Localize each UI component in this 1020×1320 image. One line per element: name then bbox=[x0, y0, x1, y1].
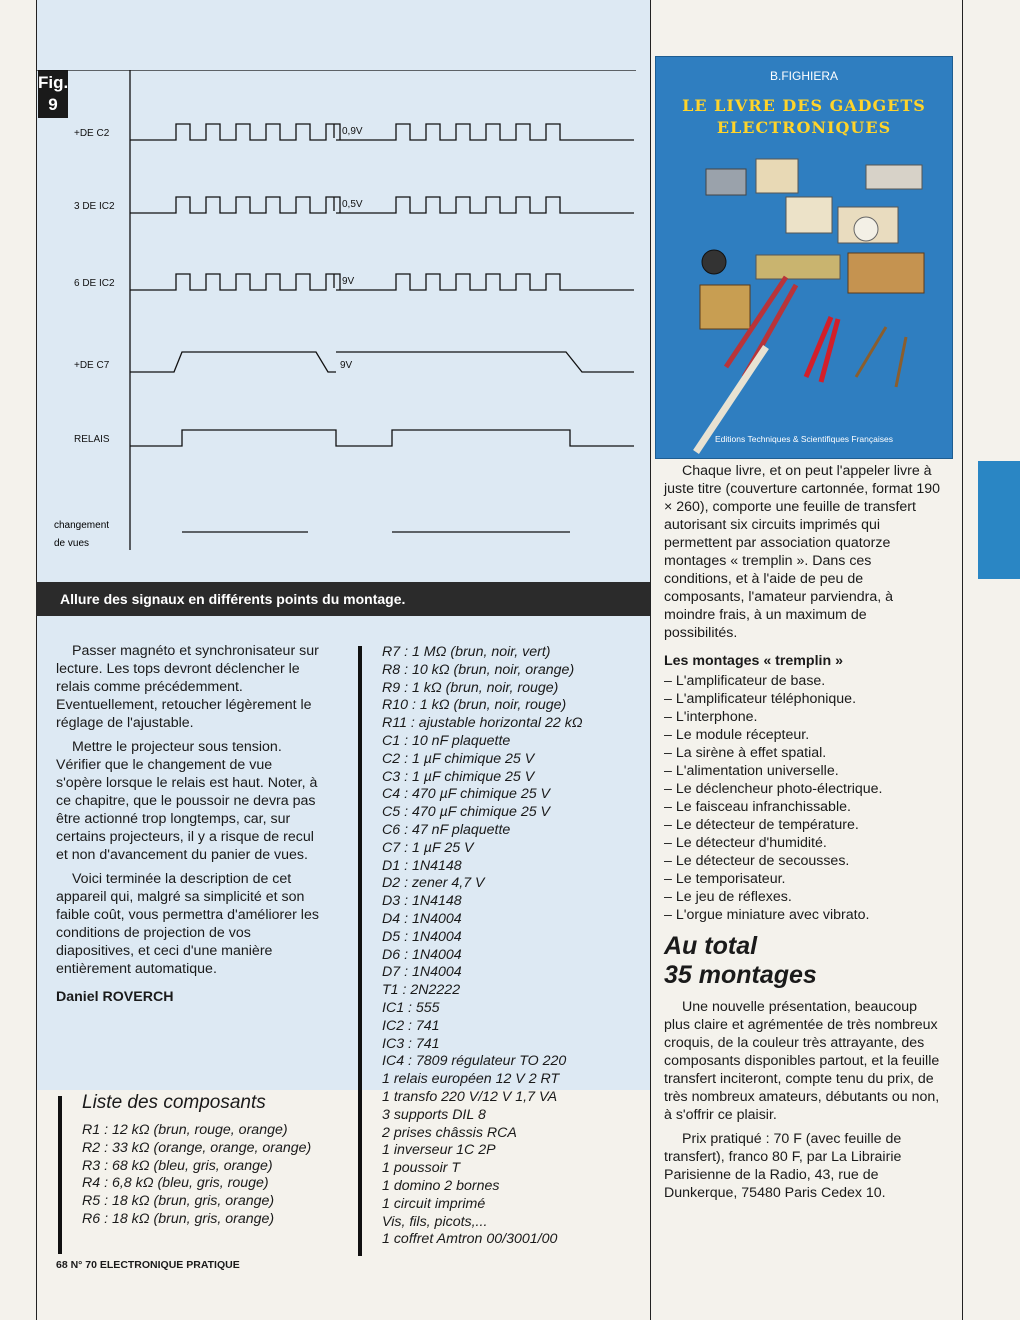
waveform bbox=[130, 352, 336, 372]
component-item: 1 domino 2 bornes bbox=[382, 1177, 500, 1194]
waveform bbox=[130, 197, 634, 213]
montage-item: – Le temporisateur. bbox=[664, 870, 942, 888]
component-item: T1 : 2N2222 bbox=[382, 982, 461, 999]
component-item: IC1 : 555 bbox=[382, 999, 440, 1016]
component-item: D4 : 1N4004 bbox=[382, 910, 462, 927]
component-item: C1 : 10 nF plaquette bbox=[382, 732, 511, 749]
cover-publisher: Editions Techniques & Scientifiques Françaises bbox=[715, 434, 893, 444]
waveform bbox=[130, 430, 634, 446]
headline: Au total 35 montages bbox=[664, 932, 817, 989]
component-item: R3 : 68 kΩ (bleu, gris, orange) bbox=[82, 1157, 273, 1174]
figure-caption: Allure des signaux en différents points du montage. bbox=[36, 582, 650, 616]
list-bar bbox=[358, 646, 362, 1256]
page-edge bbox=[962, 0, 963, 1320]
component-item: 2 prises châssis RCA bbox=[382, 1124, 517, 1141]
component-item: D2 : zener 4,7 V bbox=[382, 875, 485, 892]
montage-item: – Le module récepteur. bbox=[664, 726, 942, 744]
waveform bbox=[336, 352, 634, 372]
component-item: C7 : 1 µF 25 V bbox=[382, 839, 474, 856]
component-item: C2 : 1 µF chimique 25 V bbox=[382, 750, 535, 767]
component-item: R2 : 33 kΩ (orange, orange, orange) bbox=[82, 1139, 312, 1156]
author: Daniel ROVERCH bbox=[56, 989, 174, 1005]
signal-value: 0,5V bbox=[342, 199, 363, 210]
change-label-1: changement bbox=[54, 520, 110, 531]
cover-author: B.FIGHIERA bbox=[769, 69, 838, 83]
ad-text-column bbox=[664, 462, 942, 1202]
ad-intro: Chaque livre, et on peut l'appeler livre à juste titre (couverture cartonnée, format 190 × 260), comporte une feuille de transfert autorisant six circuits imprimés qui permettent par association quatorze montages « tremplin ». Dans ces conditions, et à l'aide de peu de composants, l'amateur parviendra, à moindre frais, à un maximum de possibilités. bbox=[664, 463, 941, 641]
component-item: 1 transfo 220 V/12 V 1,7 VA bbox=[382, 1088, 558, 1105]
component-item: R4 : 6,8 kΩ (bleu, gris, rouge) bbox=[82, 1175, 269, 1192]
component-item: R1 : 12 kΩ (brun, rouge, orange) bbox=[82, 1122, 288, 1138]
montage-item: – La sirène à effet spatial. bbox=[664, 744, 942, 762]
signal-label: +DE C2 bbox=[74, 128, 110, 139]
montage-list bbox=[664, 672, 942, 924]
paragraph: Mettre le projecteur sous tension. Vérifier que le changement de vue s'opère lorsque le relais est haut. Noter, à ce chapitre, que le poussoir ne devra pas être actionné trop longtemps, car, sur certains projecteurs, il y a risque de recul et non d'avancement du panier de vues. bbox=[56, 739, 318, 863]
waveform bbox=[130, 124, 634, 140]
component-item: D6 : 1N4004 bbox=[382, 946, 462, 963]
signal-value: 0,9V bbox=[342, 126, 363, 137]
components-photo bbox=[656, 57, 953, 459]
component-item: D3 : 1N4148 bbox=[382, 893, 462, 910]
list-title: Les montages « tremplin » bbox=[664, 653, 843, 669]
component-item: R8 : 10 kΩ (brun, noir, orange) bbox=[382, 661, 575, 678]
signal-label: 6 DE IC2 bbox=[74, 278, 115, 289]
montage-item: – L'orgue miniature avec vibrato. bbox=[664, 906, 942, 924]
component-item: R7 : 1 MΩ (brun, noir, vert) bbox=[382, 644, 551, 660]
component-list bbox=[56, 1092, 336, 1229]
column-divider bbox=[650, 0, 651, 1320]
ad-price: Prix pratiqué : 70 F (avec feuille de transfert), franco 80 F, par La Librairie Parisienne de la Radio, 43, rue de Dunkerque, 75480 Paris Cedex 10. bbox=[664, 1131, 902, 1201]
montage-item: – Le détecteur de température. bbox=[664, 816, 942, 834]
component-item: C4 : 470 µF chimique 25 V bbox=[382, 786, 551, 803]
montage-item: – Le détecteur d'humidité. bbox=[664, 834, 942, 852]
waveform bbox=[130, 274, 634, 290]
book-cover bbox=[655, 56, 953, 459]
signal-value: 9V bbox=[342, 276, 355, 287]
article-column bbox=[56, 642, 321, 1012]
component-item: IC3 : 741 bbox=[382, 1035, 440, 1052]
component-item: IC4 : 7809 régulateur TO 220 bbox=[382, 1053, 567, 1070]
montage-item: – Le déclencheur photo-électrique. bbox=[664, 780, 942, 798]
component-item: C6 : 47 nF plaquette bbox=[382, 821, 511, 838]
montage-item: – L'amplificateur de base. bbox=[664, 672, 942, 690]
component-item: C3 : 1 µF chimique 25 V bbox=[382, 768, 535, 785]
montage-item: – L'alimentation universelle. bbox=[664, 762, 942, 780]
component-item: Vis, fils, picots,... bbox=[382, 1213, 488, 1230]
montage-item: – Le faisceau infranchissable. bbox=[664, 798, 942, 816]
component-item: 1 poussoir T bbox=[382, 1160, 461, 1177]
paragraph: Passer magnéto et synchronisateur sur lecture. Les tops devront déclencher le relais comme précédemment. Eventuellement, retoucher légèrement le réglage de l'ajustable. bbox=[56, 643, 319, 731]
signal-label: RELAIS bbox=[74, 434, 110, 445]
component-item: 3 supports DIL 8 bbox=[382, 1106, 486, 1123]
signal-label: +DE C7 bbox=[74, 360, 110, 371]
component-item: D1 : 1N4148 bbox=[382, 857, 462, 874]
paragraph: Voici terminée la description de cet appareil qui, malgré sa simplicité et son faible coût, vous permettra d'améliorer les conditions de projection de vos diapositives, et ceci d'une manière entièrement automatique. bbox=[56, 871, 319, 977]
montage-item: – L'amplificateur téléphonique. bbox=[664, 690, 942, 708]
component-item: 1 coffret Amtron 00/3001/00 bbox=[382, 1231, 558, 1248]
component-item: IC2 : 741 bbox=[382, 1017, 440, 1034]
component-item: D7 : 1N4004 bbox=[382, 964, 462, 981]
component-item: 1 circuit imprimé bbox=[382, 1195, 486, 1212]
page-footer: 68 N° 70 ELECTRONIQUE PRATIQUE bbox=[56, 1259, 240, 1271]
cover-title: LE LIVRE DES GADGETS ELECTRONIQUES bbox=[682, 96, 926, 137]
ad-body: Une nouvelle présentation, beaucoup plus claire et agrémentée de très nombreux croquis, de la couleur très attrayante, des composants disponibles partout, et la feuille transfert inciteront, compte tenu du prix, de très nombreux amateurs, débutants ou non, à s'offrir ce plaisir. bbox=[664, 999, 940, 1123]
component-list-continued bbox=[382, 644, 644, 1249]
component-item: C5 : 470 µF chimique 25 V bbox=[382, 804, 551, 821]
component-item: D5 : 1N4004 bbox=[382, 928, 462, 945]
figure-number: Fig. 9 bbox=[38, 70, 68, 118]
component-item: 1 inverseur 1C 2P bbox=[382, 1142, 496, 1159]
component-item: R5 : 18 kΩ (brun, gris, orange) bbox=[82, 1193, 275, 1210]
montage-item: – Le détecteur de secousses. bbox=[664, 852, 942, 870]
timing-diagram bbox=[36, 70, 650, 582]
component-item: R9 : 1 kΩ (brun, noir, rouge) bbox=[382, 679, 559, 696]
component-item: R6 : 18 kΩ (brun, gris, orange) bbox=[82, 1210, 275, 1227]
component-item: R10 : 1 kΩ (brun, noir, rouge) bbox=[382, 697, 567, 714]
signal-label: 3 DE IC2 bbox=[74, 201, 115, 212]
montage-item: – L'interphone. bbox=[664, 708, 942, 726]
component-item: 1 relais européen 12 V 2 RT bbox=[382, 1071, 560, 1088]
signal-value: 9V bbox=[340, 360, 353, 371]
page-tab bbox=[978, 461, 1020, 579]
component-list-title: Liste des composants bbox=[82, 1092, 266, 1113]
change-label-2: de vues bbox=[54, 538, 90, 549]
component-item: R11 : ajustable horizontal 22 kΩ bbox=[382, 715, 583, 732]
montage-item: – Le jeu de réflexes. bbox=[664, 888, 942, 906]
